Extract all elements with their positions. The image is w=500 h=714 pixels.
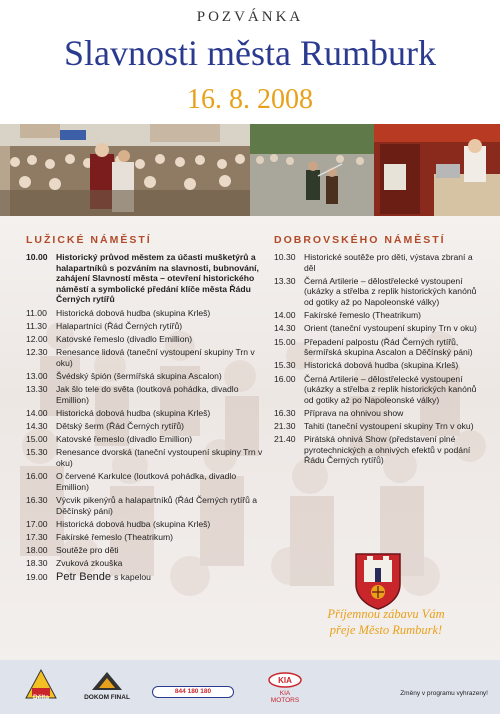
schedule-text: Katovské řemeslo (divadlo Emillion)	[56, 434, 193, 445]
headliner-suffix: s kapelou	[114, 571, 151, 582]
schedule-time: 16.00	[274, 373, 296, 384]
photo-swordfight	[250, 124, 374, 216]
page-title: Slavnosti města Rumburk	[64, 33, 436, 73]
schedule-row	[274, 252, 484, 273]
greeting-line-2: přeje Město Rumburk!	[329, 623, 443, 637]
schedule-row	[26, 532, 264, 543]
schedule-time: 16.30	[26, 495, 48, 505]
right-column	[274, 234, 484, 469]
left-column-heading: LUŽICKÉ NÁMĚSTÍ	[26, 234, 152, 246]
schedule-row	[26, 434, 264, 445]
schedule-time: 13.00	[26, 370, 48, 381]
schedule-time: 18.30	[26, 558, 48, 569]
schedule-time: 10.00	[26, 252, 48, 262]
schedule-text: Černá Artilerie – dělostřelecké vystoupení (ukázky a střelba z replik historických kanónů od gotiky až po Napoleonské války)	[304, 373, 477, 405]
kia-logo-text: KIA MOTORS	[270, 690, 300, 704]
schedule-time: 11.30	[26, 320, 47, 331]
schedule-time: 15.30	[274, 360, 296, 371]
photo-stall	[374, 124, 500, 216]
phone-logo	[152, 686, 234, 698]
schedule-time: 10.30	[274, 252, 296, 262]
schedule-text: Zvuková zkouška	[56, 558, 123, 569]
schedule-time: 13.30	[274, 275, 296, 286]
schedule-text: Historická dobová hudba (skupina Krleš)	[56, 518, 211, 529]
left-schedule	[26, 252, 264, 569]
schedule-row	[274, 360, 484, 371]
schedule-text: Historická dobová hudba (skupina Krleš)	[56, 407, 211, 418]
photo-strip	[0, 124, 500, 216]
photo-crowd	[0, 124, 250, 216]
schedule-time: 12.30	[26, 347, 48, 358]
schedule-time: 15.00	[274, 336, 296, 347]
schedule-text: O červené Karkulce (loutková pohádka, divadlo Emillion)	[56, 471, 237, 492]
schedule-row	[26, 252, 264, 305]
schedule-row	[26, 408, 264, 419]
headliner-name: Petr Bende	[56, 570, 112, 583]
schedule-time: 11.00	[26, 307, 47, 318]
schedule-row	[274, 374, 484, 406]
schedule-row	[26, 334, 264, 345]
schedule-text: Halapartníci (Řád Černých rytířů)	[56, 320, 183, 331]
dokom-logo	[82, 670, 132, 701]
schedule-row	[26, 371, 264, 382]
schedule-text: Historická dobová hudba (skupina Krleš)	[304, 360, 459, 371]
schedule-time: 18.00	[26, 545, 48, 556]
schedule-row	[26, 447, 264, 468]
schedule-text	[56, 572, 264, 583]
schedule-time: 17.00	[26, 518, 48, 529]
schedule-time: 17.30	[26, 531, 48, 542]
schedule-time: 14.00	[274, 310, 296, 321]
schedule-text: Přepadení palpostu (Řád Černých rytířů, šermířská skupina Ascalon a Děčínský páni)	[304, 336, 473, 358]
schedule-text: Historické soutěže pro děti, výstava zbraní a děl	[304, 252, 473, 273]
schedule-text: Švédský špión (šermířská skupina Ascalon)	[56, 370, 222, 381]
kicker: POZVÁNKA	[196, 9, 304, 25]
schedule-time: 14.30	[274, 323, 296, 334]
schedule-time: 16.00	[26, 471, 48, 482]
schedule-text: Historický průvod městem za účasti mušketýrů a halapartníků s pozváním na slavnosti, bubnování, zahájení Slavností města – otevření historického náměstí a symbolické předání klíče města Řádu Černých rytířů	[56, 252, 259, 305]
schedule-row	[26, 545, 264, 556]
right-column-heading: DOBROVSKÉHO NÁMĚSTÍ	[274, 234, 446, 246]
footer-note: Změny v programu vyhrazeny!	[400, 690, 488, 697]
delta-logo	[24, 668, 58, 711]
schedule-text: Dětský šerm (Řád Černých rytířů)	[56, 421, 184, 432]
schedule-time: 15.30	[26, 447, 48, 458]
schedule-text: Orient (taneční vystoupení skupiny Trn v oku)	[304, 323, 477, 334]
schedule-row	[274, 408, 484, 419]
schedule-text: Tahiti (taneční vystoupení skupiny Trn v oku)	[304, 421, 474, 432]
schedule-row	[274, 337, 484, 358]
phone-logo-text: 844 180 180	[174, 688, 212, 695]
schedule-row	[26, 308, 264, 319]
schedule-row	[26, 347, 264, 368]
schedule-row	[274, 434, 484, 466]
schedule-row	[26, 321, 264, 332]
schedule-row	[26, 384, 264, 405]
schedule-time: 16.30	[274, 407, 296, 418]
schedule-row	[26, 471, 264, 492]
schedule-row	[274, 323, 484, 334]
schedule-text: Pirátská ohnivá Show (představení plné pyrotechnických a ohnivých efektů v podání Řádu Černých rytířů)	[304, 434, 471, 466]
schedule-time: 12.00	[26, 333, 48, 344]
schedule-time: 13.30	[26, 384, 48, 395]
schedule-text: Výcvik pikenýrů a halapartníků (Řád Černých rytířů a Děčínský páni)	[56, 495, 258, 516]
svg-text:KIA: KIA	[278, 676, 292, 685]
greeting-line-1: Příjemnou zábavu Vám	[327, 607, 445, 621]
schedule-text: Renesance dvorská (taneční vystoupení skupiny Trn v oku)	[56, 447, 263, 469]
schedule-row-headliner	[26, 572, 264, 583]
schedule-row	[26, 495, 264, 516]
schedule-time: 14.30	[26, 421, 48, 432]
schedule-time: 21.30	[274, 421, 296, 432]
schedule-text: Soutěže pro děti	[56, 545, 119, 556]
dokom-logo-text: DOKOM FINAL	[84, 694, 130, 701]
schedule-row	[26, 558, 264, 569]
schedule-text: Renesance lidová (taneční vystoupení skupiny Trn v oku)	[56, 347, 255, 368]
schedule-row	[26, 421, 264, 432]
schedule-text: Černá Artilerie – dělostřelecké vystoupení (ukázky a střelba z replik historických kanónů od gotiky až po Napoleonské války)	[304, 275, 477, 307]
schedule-time: 14.00	[26, 407, 48, 418]
schedule-row	[274, 276, 484, 308]
schedule-text: Příprava na ohnivou show	[304, 407, 404, 418]
schedule-text: Katovské řemeslo (divadlo Emillion)	[56, 333, 193, 344]
right-schedule	[274, 252, 484, 466]
schedule-text: Jak šlo tele do světa (loutková pohádka, divadlo Emillion)	[56, 384, 239, 405]
schedule-text: Historická dobová hudba (skupina Krleš)	[56, 307, 211, 318]
schedule-time: 21.40	[274, 434, 296, 445]
greeting	[298, 606, 474, 638]
schedule-row	[274, 310, 484, 321]
header	[0, 0, 500, 124]
town-crest-icon	[354, 552, 402, 610]
schedule-row	[26, 519, 264, 530]
event-date: 16. 8. 2008	[187, 84, 313, 115]
schedule-time: 19.00	[26, 571, 48, 582]
schedule-time: 15.00	[26, 434, 48, 445]
schedule-row	[274, 421, 484, 432]
program-section	[0, 216, 500, 660]
left-column	[26, 234, 264, 585]
sponsor-footer	[0, 660, 500, 714]
schedule-text: Fakírské řemeslo (Theatrikum)	[304, 310, 421, 321]
kia-logo	[268, 672, 302, 704]
schedule-text: Fakírské řemeslo (Theatrikum)	[56, 531, 173, 542]
delta-logo-text: Dělta	[33, 694, 49, 701]
